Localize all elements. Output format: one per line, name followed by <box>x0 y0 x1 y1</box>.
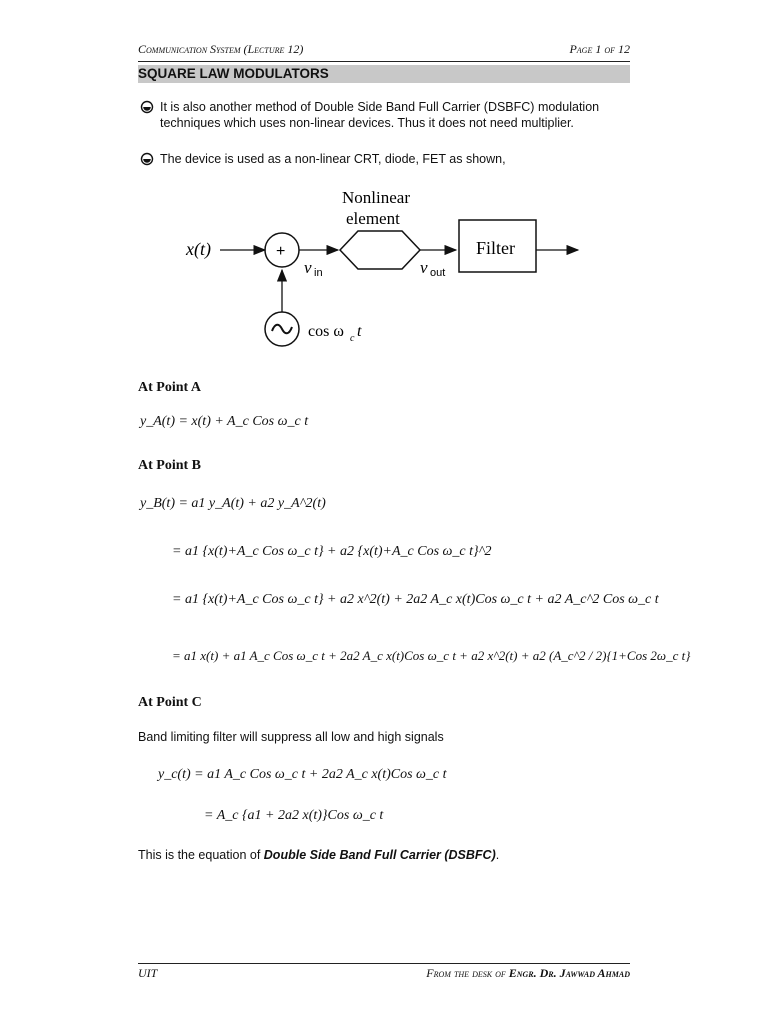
footer-right <box>426 966 630 981</box>
bullet-icon <box>140 100 154 114</box>
equation-point-a <box>140 414 308 430</box>
conclusion-suffix: . <box>495 848 500 862</box>
equation-point-c-2: = A_c {a1 + 2a2 x(t)}Cos ω_c t <box>204 808 384 823</box>
vout-label: v <box>420 258 428 277</box>
vout-subscript: out <box>430 267 446 279</box>
vin-subscript: in <box>314 267 323 279</box>
carrier-subscript: c <box>350 333 355 344</box>
heading-point-c: At Point C <box>138 695 202 710</box>
nonlinear-label-line2: element <box>346 209 400 228</box>
header-title: Communication System (Lecture 12) <box>138 42 304 56</box>
bullet-text-1: It is also another method of Double Side Band Full Carrier (DSBFC) modulation techniques which uses non-linear devices. Thus it does not need multiplier. <box>160 100 600 130</box>
heading-point-a: At Point A <box>138 380 201 395</box>
filter-label: Filter <box>476 238 515 258</box>
adder-block <box>265 233 299 267</box>
conclusion-prefix: This is the equation of <box>138 848 264 862</box>
heading-point-b: At Point B <box>138 458 201 473</box>
bullet-item-1 <box>138 99 638 133</box>
header-rule <box>138 61 630 62</box>
bullet-icon <box>140 152 154 166</box>
footer-author: Engr. Dr. Jawwad Ahmad <box>508 966 630 980</box>
adder-symbol: + <box>276 243 286 260</box>
page-header <box>138 42 630 60</box>
carrier-label: cos ω <box>308 323 344 340</box>
equation-point-b-3: = a1 {x(t)+A_c Cos ω_c t} + a2 x^2(t) + 2a2 A_c x(t)Cos ω_c t + a2 A_c^2 Cos ω_c t <box>172 592 659 607</box>
vin-label: v <box>304 258 312 277</box>
bullet-item-2 <box>138 151 638 169</box>
footer-rule <box>138 963 630 964</box>
nonlinear-element-block <box>340 231 420 269</box>
equation-point-c-1: y_c(t) = a1 A_c Cos ω_c t + 2a2 A_c x(t)Cos ω_c t <box>158 767 447 782</box>
sine-wave-icon <box>272 325 292 334</box>
equation-point-a-text: y_A(t) = x(t) + A_c Cos ω_c t <box>140 414 309 429</box>
footer-prefix: From the desk of <box>426 966 509 980</box>
nonlinear-label-line1: Nonlinear <box>342 188 410 207</box>
carrier-t: t <box>357 323 362 340</box>
section-title: SQUARE LAW MODULATORS <box>138 65 630 83</box>
point-c-description: Band limiting filter will suppress all low and high signals <box>138 730 444 744</box>
input-label: x(t) <box>186 239 211 259</box>
oscillator-block <box>265 312 299 346</box>
footer-left: UIT <box>138 966 158 980</box>
equation-point-b-1: y_B(t) = a1 y_A(t) + a2 y_A^2(t) <box>140 496 326 511</box>
equation-point-b-2: = a1 {x(t)+A_c Cos ω_c t} + a2 {x(t)+A_c Cos ω_c t}^2 <box>172 544 492 559</box>
page-footer <box>138 966 630 984</box>
equation-point-b-4: = a1 x(t) + a1 A_c Cos ω_c t + 2a2 A_c x(t)Cos ω_c t + a2 x^2(t) + a2 (A_c^2 / 2){1+Cos 2ω_c t} <box>172 648 691 663</box>
conclusion-text <box>138 848 499 862</box>
conclusion-emphasis: Double Side Band Full Carrier (DSBFC) <box>263 848 496 862</box>
block-diagram <box>180 183 600 353</box>
page-number: Page 1 of 12 <box>569 42 630 56</box>
bullet-text-2: The device is used as a non-linear CRT, diode, FET as shown, <box>160 152 506 166</box>
